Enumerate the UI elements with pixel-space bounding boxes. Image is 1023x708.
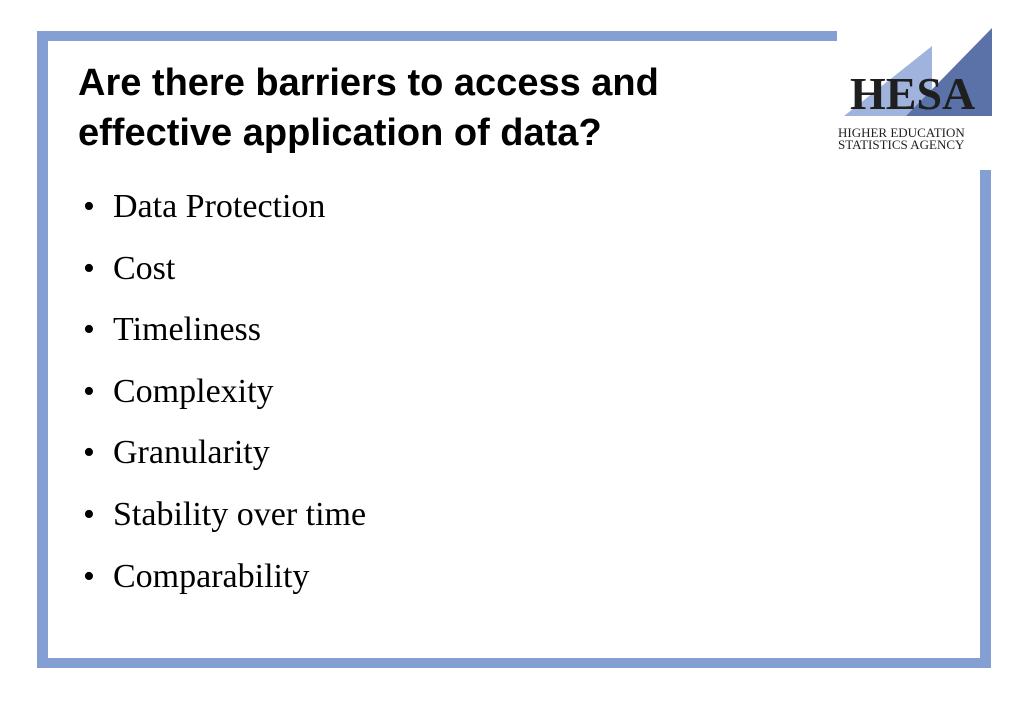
bullet-text: Stability over time bbox=[113, 495, 367, 533]
bullet-text: Data Protection bbox=[113, 188, 326, 225]
frame-left-bar bbox=[37, 31, 48, 668]
bullet-text: Granularity bbox=[113, 434, 270, 472]
bullet-dot: • bbox=[83, 311, 95, 349]
bullet-dot: • bbox=[83, 557, 95, 595]
bullet-item bbox=[83, 430, 366, 492]
bullet-item bbox=[83, 554, 366, 616]
bullet-dot: • bbox=[83, 372, 95, 410]
bullet-dot: • bbox=[83, 249, 95, 287]
bullet-item bbox=[83, 184, 366, 246]
bullet-text: Timeliness bbox=[113, 311, 262, 349]
slide-title: Are there barriers to access and effective application of data? bbox=[78, 62, 659, 154]
bullet-list bbox=[83, 184, 366, 615]
hesa-logo bbox=[836, 28, 992, 152]
bullet-text: Comparability bbox=[113, 557, 310, 595]
bullet-dot: • bbox=[83, 495, 95, 533]
bullet-text: Complexity bbox=[113, 372, 274, 410]
logo-subtitle-line2: STATISTICS AGENCY bbox=[838, 137, 965, 152]
frame-top-bar bbox=[37, 31, 837, 41]
frame-right-bar bbox=[980, 170, 991, 668]
bullet-item bbox=[83, 369, 366, 431]
bullet-dot: • bbox=[83, 188, 95, 225]
logo-wordmark: HESA bbox=[850, 68, 976, 119]
bullet-item bbox=[83, 492, 366, 554]
bullet-item bbox=[83, 307, 366, 369]
logo-subtitle-line1: HIGHER EDUCATION bbox=[838, 125, 965, 140]
bullet-item bbox=[83, 246, 366, 308]
bullet-text: Cost bbox=[113, 249, 176, 287]
frame-bottom-bar bbox=[37, 658, 991, 668]
bullet-dot: • bbox=[83, 434, 95, 472]
